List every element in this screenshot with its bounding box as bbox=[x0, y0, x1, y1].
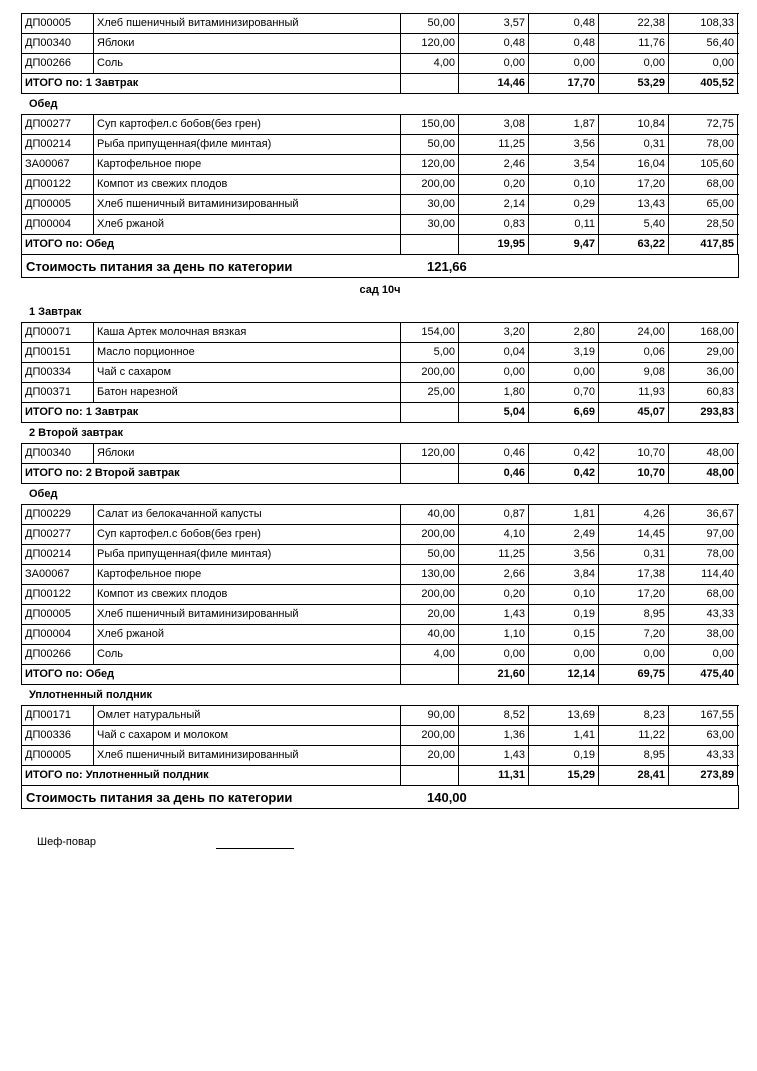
item-code: ДП00005 bbox=[21, 605, 93, 624]
item-value: 0,70 bbox=[528, 383, 598, 402]
item-value: 78,00 bbox=[668, 135, 738, 154]
subtotal-value: 15,29 bbox=[528, 766, 598, 785]
subtotal-qty-empty bbox=[400, 74, 458, 93]
item-value: 2,66 bbox=[458, 565, 528, 584]
item-code: ДП00266 bbox=[21, 54, 93, 73]
subtotal-row bbox=[21, 464, 739, 484]
item-qty: 130,00 bbox=[400, 565, 458, 584]
item-value: 11,76 bbox=[598, 34, 668, 53]
item-qty: 154,00 bbox=[400, 323, 458, 342]
item-name: Рыба припущенная(филе минтая) bbox=[93, 545, 400, 564]
item-name: Яблоки bbox=[93, 34, 400, 53]
item-value: 56,40 bbox=[668, 34, 738, 53]
item-value: 0,00 bbox=[598, 645, 668, 664]
subtotal-value: 417,85 bbox=[668, 235, 738, 254]
subtotal-value: 63,22 bbox=[598, 235, 668, 254]
item-value: 3,57 bbox=[458, 14, 528, 33]
item-row bbox=[21, 155, 739, 175]
item-code: ДП00277 bbox=[21, 115, 93, 134]
item-qty: 200,00 bbox=[400, 726, 458, 745]
item-row bbox=[21, 645, 739, 665]
subtotal-value: 10,70 bbox=[598, 464, 668, 483]
item-value: 0,04 bbox=[458, 343, 528, 362]
subtotal-value: 0,42 bbox=[528, 464, 598, 483]
subtotal-row bbox=[21, 235, 739, 255]
item-qty: 50,00 bbox=[400, 545, 458, 564]
item-code: ДП00151 bbox=[21, 343, 93, 362]
item-code: ДП00277 bbox=[21, 525, 93, 544]
item-qty: 150,00 bbox=[400, 115, 458, 134]
item-value: 3,56 bbox=[528, 545, 598, 564]
subtotal-label: ИТОГО по: Обед bbox=[21, 235, 400, 254]
item-value: 0,29 bbox=[528, 195, 598, 214]
item-value: 72,75 bbox=[668, 115, 738, 134]
subtotal-row bbox=[21, 403, 739, 423]
item-value: 105,60 bbox=[668, 155, 738, 174]
item-value: 3,20 bbox=[458, 323, 528, 342]
item-name: Каша Артек молочная вязкая bbox=[93, 323, 400, 342]
item-row bbox=[21, 343, 739, 363]
item-name: Чай с сахаром bbox=[93, 363, 400, 382]
item-value: 0,00 bbox=[528, 363, 598, 382]
item-qty: 120,00 bbox=[400, 444, 458, 463]
subtotal-value: 293,83 bbox=[668, 403, 738, 422]
item-code: ДП00214 bbox=[21, 135, 93, 154]
item-value: 5,40 bbox=[598, 215, 668, 234]
item-qty: 4,00 bbox=[400, 54, 458, 73]
item-value: 68,00 bbox=[668, 175, 738, 194]
item-value: 13,69 bbox=[528, 706, 598, 725]
item-value: 0,48 bbox=[528, 14, 598, 33]
item-code: ДП00004 bbox=[21, 625, 93, 644]
item-value: 60,83 bbox=[668, 383, 738, 402]
item-value: 22,38 bbox=[598, 14, 668, 33]
subtotal-label: ИТОГО по: 1 Завтрак bbox=[21, 403, 400, 422]
item-value: 167,55 bbox=[668, 706, 738, 725]
item-name: Хлеб пшеничный витаминизированный bbox=[93, 195, 400, 214]
item-row bbox=[21, 585, 739, 605]
item-code: ДП00005 bbox=[21, 746, 93, 765]
subtotal-qty-empty bbox=[400, 403, 458, 422]
day-total-label: Стоимость питания за день по категории bbox=[26, 258, 293, 274]
item-value: 14,45 bbox=[598, 525, 668, 544]
item-value: 78,00 bbox=[668, 545, 738, 564]
item-name: Картофельное пюре bbox=[93, 565, 400, 584]
item-qty: 200,00 bbox=[400, 175, 458, 194]
item-value: 9,08 bbox=[598, 363, 668, 382]
item-value: 0,19 bbox=[528, 605, 598, 624]
subtotal-value: 53,29 bbox=[598, 74, 668, 93]
item-value: 0,00 bbox=[668, 54, 738, 73]
item-value: 8,52 bbox=[458, 706, 528, 725]
subtotal-value: 17,70 bbox=[528, 74, 598, 93]
item-qty: 30,00 bbox=[400, 215, 458, 234]
item-value: 3,08 bbox=[458, 115, 528, 134]
meal-section-header: 1 Завтрак bbox=[29, 306, 82, 318]
item-value: 3,19 bbox=[528, 343, 598, 362]
item-name: Салат из белокачанной капусты bbox=[93, 505, 400, 524]
item-code: ДП00334 bbox=[21, 363, 93, 382]
item-value: 0,10 bbox=[528, 175, 598, 194]
table-grid bbox=[21, 322, 739, 423]
signature-line bbox=[216, 835, 294, 849]
item-value: 0,00 bbox=[458, 54, 528, 73]
item-value: 1,81 bbox=[528, 505, 598, 524]
item-name: Компот из свежих плодов bbox=[93, 175, 400, 194]
item-value: 13,43 bbox=[598, 195, 668, 214]
item-value: 10,70 bbox=[598, 444, 668, 463]
item-code: ДП00229 bbox=[21, 505, 93, 524]
subtotal-value: 48,00 bbox=[668, 464, 738, 483]
subtotal-value: 405,52 bbox=[668, 74, 738, 93]
item-row bbox=[21, 605, 739, 625]
item-value: 36,00 bbox=[668, 363, 738, 382]
meal-section-header: Обед bbox=[29, 488, 58, 500]
subtotal-qty-empty bbox=[400, 464, 458, 483]
item-value: 0,42 bbox=[528, 444, 598, 463]
item-value: 0,00 bbox=[458, 363, 528, 382]
subtotal-value: 273,89 bbox=[668, 766, 738, 785]
item-value: 63,00 bbox=[668, 726, 738, 745]
item-name: Батон нарезной bbox=[93, 383, 400, 402]
day-total-row bbox=[21, 255, 739, 278]
signature-block bbox=[21, 833, 739, 849]
item-name: Рыба припущенная(филе минтая) bbox=[93, 135, 400, 154]
subtotal-label: ИТОГО по: Обед bbox=[21, 665, 400, 684]
item-code: ДП00171 bbox=[21, 706, 93, 725]
item-code: ДП00340 bbox=[21, 34, 93, 53]
item-name: Омлет натуральный bbox=[93, 706, 400, 725]
item-code: ДП00005 bbox=[21, 14, 93, 33]
item-row bbox=[21, 505, 739, 525]
item-code: ДП00005 bbox=[21, 195, 93, 214]
item-value: 68,00 bbox=[668, 585, 738, 604]
subtotal-value: 45,07 bbox=[598, 403, 668, 422]
item-name: Хлеб пшеничный витаминизированный bbox=[93, 14, 400, 33]
item-value: 0,11 bbox=[528, 215, 598, 234]
subtotal-value: 12,14 bbox=[528, 665, 598, 684]
item-value: 2,80 bbox=[528, 323, 598, 342]
item-value: 3,54 bbox=[528, 155, 598, 174]
subtotal-value: 475,40 bbox=[668, 665, 738, 684]
item-code: ДП00371 bbox=[21, 383, 93, 402]
item-value: 11,93 bbox=[598, 383, 668, 402]
day-total-value: 121,66 bbox=[427, 258, 467, 274]
item-row bbox=[21, 54, 739, 74]
item-value: 1,87 bbox=[528, 115, 598, 134]
subtotal-value: 0,46 bbox=[458, 464, 528, 483]
item-value: 36,67 bbox=[668, 505, 738, 524]
item-value: 1,36 bbox=[458, 726, 528, 745]
subtotal-value: 28,41 bbox=[598, 766, 668, 785]
item-value: 3,56 bbox=[528, 135, 598, 154]
item-value: 28,50 bbox=[668, 215, 738, 234]
subtotal-row bbox=[21, 74, 739, 94]
item-row bbox=[21, 115, 739, 135]
item-qty: 40,00 bbox=[400, 625, 458, 644]
subtotal-value: 69,75 bbox=[598, 665, 668, 684]
item-value: 1,41 bbox=[528, 726, 598, 745]
item-qty: 50,00 bbox=[400, 14, 458, 33]
item-qty: 90,00 bbox=[400, 706, 458, 725]
item-value: 0,15 bbox=[528, 625, 598, 644]
item-row bbox=[21, 565, 739, 585]
subtotal-value: 6,69 bbox=[528, 403, 598, 422]
item-value: 0,31 bbox=[598, 135, 668, 154]
item-row bbox=[21, 383, 739, 403]
meal-section-header: Обед bbox=[29, 98, 58, 110]
item-value: 11,25 bbox=[458, 545, 528, 564]
item-row bbox=[21, 323, 739, 343]
item-value: 0,00 bbox=[528, 645, 598, 664]
item-value: 1,43 bbox=[458, 605, 528, 624]
item-name: Яблоки bbox=[93, 444, 400, 463]
item-value: 4,10 bbox=[458, 525, 528, 544]
item-value: 2,49 bbox=[528, 525, 598, 544]
item-row bbox=[21, 525, 739, 545]
item-value: 43,33 bbox=[668, 746, 738, 765]
item-value: 48,00 bbox=[668, 444, 738, 463]
item-code: ДП00004 bbox=[21, 215, 93, 234]
item-row bbox=[21, 363, 739, 383]
item-name: Хлеб ржаной bbox=[93, 625, 400, 644]
item-value: 0,46 bbox=[458, 444, 528, 463]
item-row bbox=[21, 135, 739, 155]
item-qty: 25,00 bbox=[400, 383, 458, 402]
item-value: 0,00 bbox=[668, 645, 738, 664]
item-row bbox=[21, 545, 739, 565]
subtotal-value: 9,47 bbox=[528, 235, 598, 254]
item-row bbox=[21, 14, 739, 34]
item-value: 38,00 bbox=[668, 625, 738, 644]
table-grid bbox=[21, 443, 739, 484]
item-value: 3,84 bbox=[528, 565, 598, 584]
item-value: 43,33 bbox=[668, 605, 738, 624]
item-row bbox=[21, 444, 739, 464]
item-qty: 200,00 bbox=[400, 525, 458, 544]
item-value: 8,95 bbox=[598, 605, 668, 624]
item-qty: 30,00 bbox=[400, 195, 458, 214]
item-value: 4,26 bbox=[598, 505, 668, 524]
item-row bbox=[21, 625, 739, 645]
item-value: 17,38 bbox=[598, 565, 668, 584]
item-value: 114,40 bbox=[668, 565, 738, 584]
subtotal-value: 14,46 bbox=[458, 74, 528, 93]
item-name: Суп картофел.с бобов(без грен) bbox=[93, 115, 400, 134]
item-code: ДП00340 bbox=[21, 444, 93, 463]
item-qty: 40,00 bbox=[400, 505, 458, 524]
item-value: 0,48 bbox=[528, 34, 598, 53]
item-qty: 20,00 bbox=[400, 605, 458, 624]
item-value: 10,84 bbox=[598, 115, 668, 134]
item-name: Компот из свежих плодов bbox=[93, 585, 400, 604]
item-name: Хлеб пшеничный витаминизированный bbox=[93, 746, 400, 765]
subtotal-value: 5,04 bbox=[458, 403, 528, 422]
item-code: ЗА00067 bbox=[21, 565, 93, 584]
subtotal-row bbox=[21, 665, 739, 685]
item-value: 11,22 bbox=[598, 726, 668, 745]
item-value: 0,31 bbox=[598, 545, 668, 564]
item-row bbox=[21, 706, 739, 726]
item-value: 24,00 bbox=[598, 323, 668, 342]
item-value: 168,00 bbox=[668, 323, 738, 342]
item-name: Суп картофел.с бобов(без грен) bbox=[93, 525, 400, 544]
item-value: 2,46 bbox=[458, 155, 528, 174]
subtotal-label: ИТОГО по: Уплотненный полдник bbox=[21, 766, 400, 785]
item-value: 8,23 bbox=[598, 706, 668, 725]
item-qty: 4,00 bbox=[400, 645, 458, 664]
subtotal-qty-empty bbox=[400, 665, 458, 684]
item-code: ДП00336 bbox=[21, 726, 93, 745]
item-row bbox=[21, 175, 739, 195]
item-value: 0,06 bbox=[598, 343, 668, 362]
item-value: 11,25 bbox=[458, 135, 528, 154]
item-value: 0,00 bbox=[598, 54, 668, 73]
item-qty: 5,00 bbox=[400, 343, 458, 362]
item-name: Масло порционное bbox=[93, 343, 400, 362]
item-qty: 200,00 bbox=[400, 363, 458, 382]
item-row bbox=[21, 195, 739, 215]
item-row bbox=[21, 726, 739, 746]
item-name: Чай с сахаром и молоком bbox=[93, 726, 400, 745]
item-name: Соль bbox=[93, 54, 400, 73]
item-code: ЗА00067 bbox=[21, 155, 93, 174]
report-table bbox=[21, 13, 739, 809]
item-value: 0,87 bbox=[458, 505, 528, 524]
item-value: 1,43 bbox=[458, 746, 528, 765]
signature-label: Шеф-повар bbox=[37, 836, 96, 848]
item-row bbox=[21, 34, 739, 54]
subtotal-row bbox=[21, 766, 739, 786]
subtotal-value: 11,31 bbox=[458, 766, 528, 785]
item-row bbox=[21, 746, 739, 766]
meal-section-header: Уплотненный полдник bbox=[29, 689, 152, 701]
item-qty: 20,00 bbox=[400, 746, 458, 765]
item-code: ДП00122 bbox=[21, 585, 93, 604]
item-qty: 120,00 bbox=[400, 34, 458, 53]
item-value: 0,20 bbox=[458, 175, 528, 194]
item-code: ДП00071 bbox=[21, 323, 93, 342]
item-value: 29,00 bbox=[668, 343, 738, 362]
subtotal-qty-empty bbox=[400, 235, 458, 254]
item-value: 17,20 bbox=[598, 585, 668, 604]
item-value: 8,95 bbox=[598, 746, 668, 765]
day-total-row bbox=[21, 786, 739, 809]
item-row bbox=[21, 215, 739, 235]
item-name: Хлеб ржаной bbox=[93, 215, 400, 234]
item-value: 1,80 bbox=[458, 383, 528, 402]
item-value: 1,10 bbox=[458, 625, 528, 644]
category-title: сад 10ч bbox=[359, 284, 401, 296]
table-grid bbox=[21, 504, 739, 685]
item-value: 108,33 bbox=[668, 14, 738, 33]
table-grid bbox=[21, 705, 739, 809]
item-value: 2,14 bbox=[458, 195, 528, 214]
day-total-value: 140,00 bbox=[427, 789, 467, 805]
item-code: ДП00266 bbox=[21, 645, 93, 664]
meal-section-header: 2 Второй завтрак bbox=[29, 427, 123, 439]
item-value: 17,20 bbox=[598, 175, 668, 194]
item-value: 0,83 bbox=[458, 215, 528, 234]
subtotal-label: ИТОГО по: 1 Завтрак bbox=[21, 74, 400, 93]
item-value: 65,00 bbox=[668, 195, 738, 214]
item-value: 0,00 bbox=[458, 645, 528, 664]
item-qty: 50,00 bbox=[400, 135, 458, 154]
item-code: ДП00214 bbox=[21, 545, 93, 564]
subtotal-value: 19,95 bbox=[458, 235, 528, 254]
table-grid bbox=[21, 114, 739, 278]
subtotal-qty-empty bbox=[400, 766, 458, 785]
item-name: Соль bbox=[93, 645, 400, 664]
item-value: 97,00 bbox=[668, 525, 738, 544]
item-value: 16,04 bbox=[598, 155, 668, 174]
item-name: Хлеб пшеничный витаминизированный bbox=[93, 605, 400, 624]
item-value: 0,19 bbox=[528, 746, 598, 765]
table-grid bbox=[21, 13, 739, 94]
subtotal-label: ИТОГО по: 2 Второй завтрак bbox=[21, 464, 400, 483]
subtotal-value: 21,60 bbox=[458, 665, 528, 684]
item-value: 0,10 bbox=[528, 585, 598, 604]
item-value: 7,20 bbox=[598, 625, 668, 644]
item-qty: 200,00 bbox=[400, 585, 458, 604]
item-value: 0,00 bbox=[528, 54, 598, 73]
item-name: Картофельное пюре bbox=[93, 155, 400, 174]
day-total-label: Стоимость питания за день по категории bbox=[26, 789, 293, 805]
item-qty: 120,00 bbox=[400, 155, 458, 174]
item-code: ДП00122 bbox=[21, 175, 93, 194]
item-value: 0,20 bbox=[458, 585, 528, 604]
item-value: 0,48 bbox=[458, 34, 528, 53]
